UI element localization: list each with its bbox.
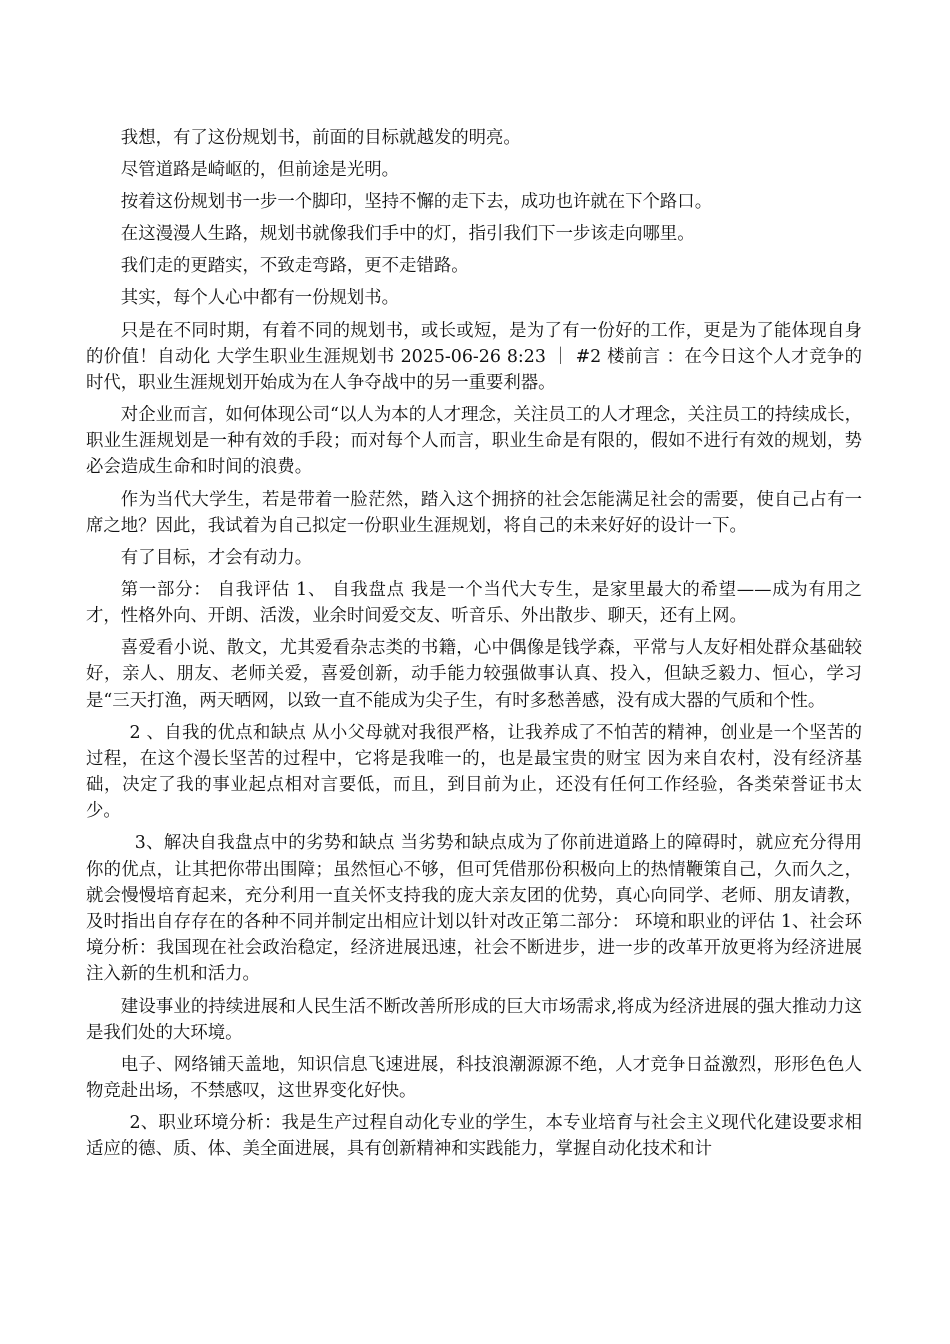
paragraph: 只是在不同时期，有着不同的规划书，或长或短，是为了有一份好的工作，更是为了能体现自身的价值！自动化 大学生职业生涯规划书 2025-06-26 8:23 ｜ #2 楼前言 ：在今日这个人才竞争的时代，职业生涯规划开始成为在人争夺战中的另一重要利器。: [86, 320, 862, 393]
paragraph: 2、职业环境分析：我是生产过程自动化专业的学生，本专业培育与社会主义现代化建设要求相适应的德、质、体、美全面进展，具有创新精神和实践能力，掌握自动化技术和计: [86, 1113, 862, 1160]
paragraph: 2 、自我的优点和缺点 从小父母就对我很严格，让我养成了不怕苦的精神，创业是一个坚苦的过程，在这个漫长坚苦的过程中，它将是我唯一的，也是最宝贵的财宝 因为来自农村，没有经济基础，决定了我的事业起点相对言要低，而且，到目前为止，还没有任何工作经验，各类荣誉证书太少。: [86, 722, 862, 822]
paragraph: 作为当代大学生，若是带着一脸茫然，踏入这个拥挤的社会怎能满足社会的需要，使自己占有一席之地？因此，我试着为自己拟定一份职业生涯规划，将自己的未来好好的设计一下。: [86, 489, 862, 536]
paragraph: 有了目标，才会有动力。: [120, 547, 313, 568]
paragraph: 对企业而言，如何体现公司“以人为本的人才理念，关注员工的人才理念，关注员工的持续成长，职业生涯规划是一种有效的手段；而对每个人而言，职业生命是有限的，假如不进行有效的规划，势必会造成生命和时间的浪费。: [86, 405, 862, 478]
paragraph: 其实，每个人心中都有一份规划书。: [120, 288, 400, 309]
paragraph: 尽管道路是崎岖的，但前途是光明。: [120, 160, 400, 181]
document-page: [86, 125, 862, 1168]
paragraph: 3、解决自我盘点中的劣势和缺点 当劣势和缺点成为了你前进道路上的障碍时，就应充分得用你的优点，让其把你带出围障；虽然恒心不够，但可凭借那份积极向上的热情鞭策自己，久而久之，就会慢慢培育起来，充分利用一直关怀支持我的庞大亲友团的优势，真心向同学、老师、朋友请教，及时指出自存存在的各种不同并制定出相应计划以针对改正第二部分： 环境和职业的评估 1、社会环境分析：我国现在社会政治稳定，经济进展迅速，社会不断进步，进一步的改革开放更将为经济进展注入新的生机和活力。: [86, 833, 862, 985]
paragraph: 我们走的更踏实，不致走弯路，更不走错路。: [120, 256, 469, 277]
paragraph: 在这漫漫人生路，规划书就像我们手中的灯，指引我们下一步该走向哪里。: [120, 224, 695, 245]
paragraph: 第一部分： 自我评估 1、 自我盘点 我是一个当代大专生，是家里最大的希望——成为有用之才，性格外向、开朗、活泼，业余时间爱交友、听音乐、外出散步、聊天，还有上网。: [86, 579, 862, 627]
paragraph: 按着这份规划书一步一个脚印，坚持不懈的走下去，成功也许就在下个路口。: [120, 192, 713, 213]
paragraph: 建设事业的持续进展和人民生活不断改善所形成的巨大市场需求,将成为经济进展的强大推动力这是我们处的大环境。: [86, 996, 862, 1043]
paragraph: 我想，有了这份规划书，前面的目标就越发的明亮。: [120, 128, 521, 148]
paragraph: 喜爱看小说、散文，尤其爱看杂志类的书籍，心中偶像是钱学森，平常与人友好相处群众基础较好，亲人、朋友、老师关爱，喜爱创新，动手能力较强做事认真、投入，但缺乏毅力、恒心，学习是“三天打渔，两天晒网，以致一直不能成为尖子生，有时多愁善感，没有成大器的气质和个性。: [86, 638, 862, 711]
paragraph: 电子、网络铺天盖地，知识信息飞速进展，科技浪潮源源不绝，人才竞争日益激烈，形形色色人物竞赴出场，不禁感叹，这世界变化好快。: [86, 1054, 862, 1102]
